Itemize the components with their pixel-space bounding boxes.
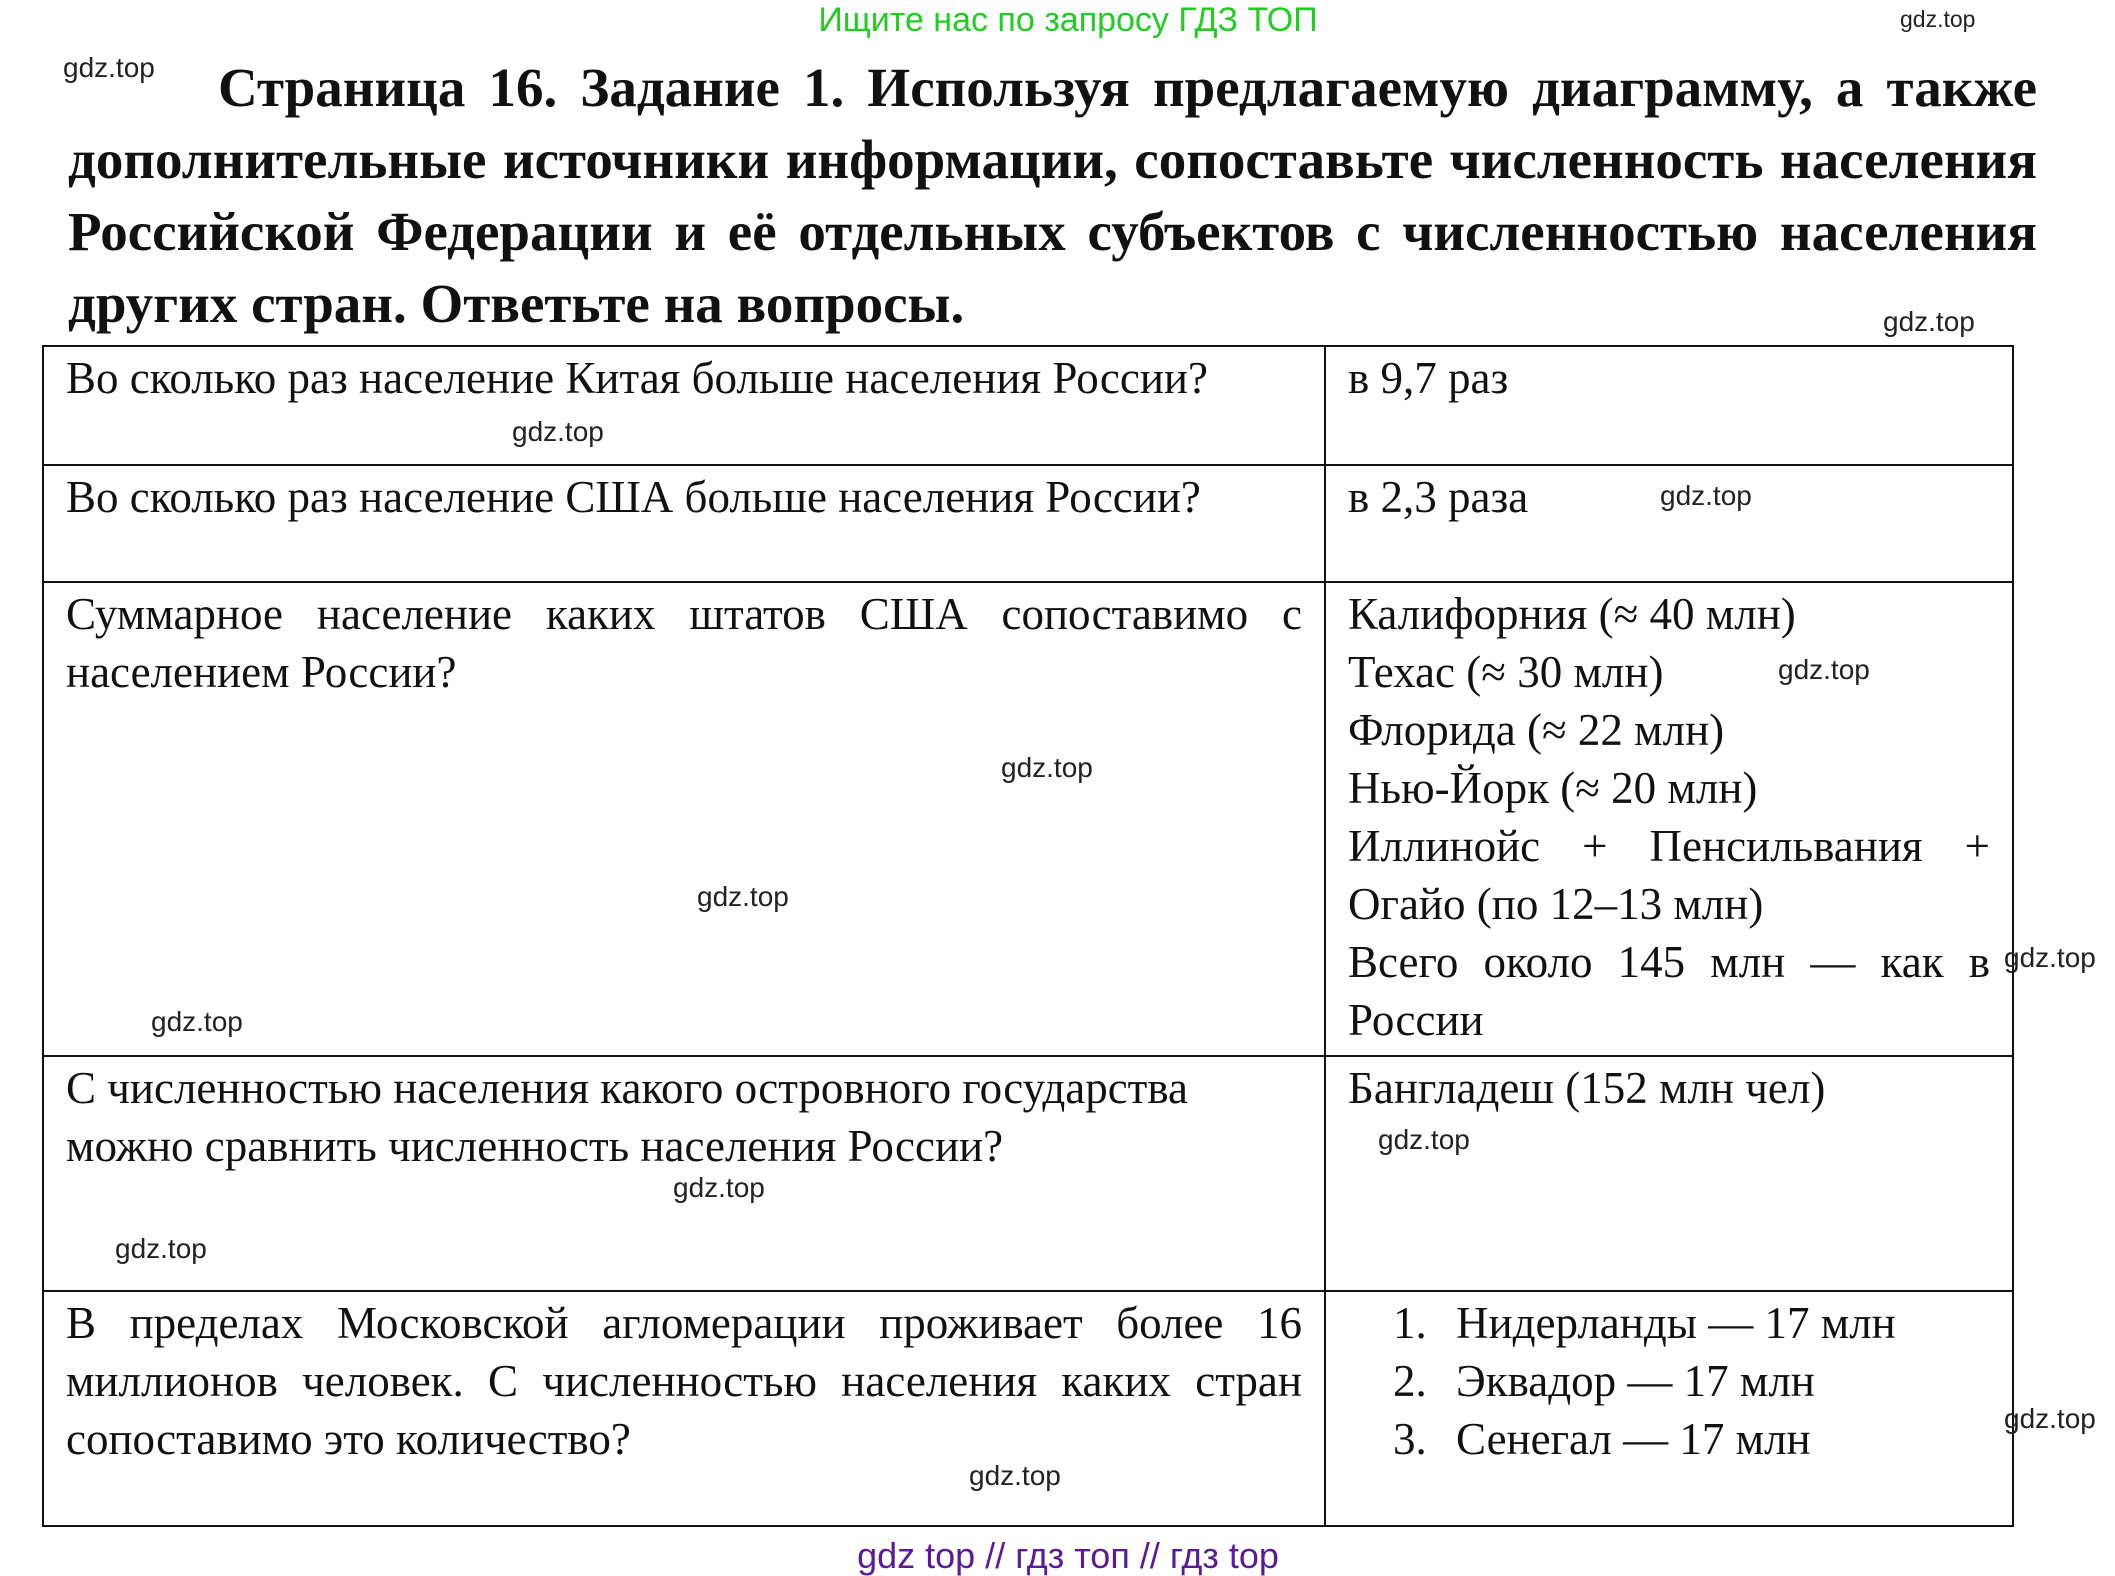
- table-row: [43, 582, 2013, 1056]
- table-row: [43, 346, 2013, 465]
- watermark: gdz.top: [1778, 654, 1870, 685]
- list-item: 1. Нидерланды — 17 млн: [1438, 1294, 1990, 1352]
- answer-line: Нью-Йорк (≈ 20 млн): [1348, 763, 1758, 813]
- answer-line: Иллинойс + Пенсильвания + Огайо (по 12–13 млн): [1348, 821, 1990, 929]
- answer-cell: Бангладеш (152 млн чел): [1325, 1056, 2013, 1291]
- question-cell: Во сколько раз население США больше населения России?: [43, 465, 1325, 582]
- answer-cell: [1325, 582, 2013, 1056]
- watermark: gdz.top: [63, 52, 155, 83]
- question-cell: С численностью населения какого островного государства можно сравнить численность населения России?: [43, 1056, 1325, 1291]
- task-title: [68, 52, 2037, 340]
- watermark: gdz.top: [697, 881, 789, 912]
- answer-line: Флорида (≈ 22 млн): [1348, 705, 1725, 755]
- answer-cell: [1325, 1291, 2013, 1526]
- watermark: gdz.top: [673, 1172, 765, 1203]
- watermark: gdz.top: [1001, 752, 1093, 783]
- watermark: gdz.top: [2004, 1403, 2096, 1434]
- answer-line: Всего около 145 млн — как в России: [1348, 937, 1990, 1045]
- list-item: 3. Сенегал — 17 млн: [1438, 1410, 1990, 1468]
- answer-cell: в 2,3 раза: [1325, 465, 2013, 582]
- question-cell: Суммарное население каких штатов США сопоставимо с населением России?: [43, 582, 1325, 1056]
- question-cell: В пределах Московской агломерации проживает более 16 миллионов человек. С численностью населения каких стран сопоставимо это количество?: [43, 1291, 1325, 1526]
- task-title-text: Страница 16. Задание 1. Используя предлагаемую диаграмму, а также дополнительные источники информации, сопоставьте численность населения Российской Федерации и её отдельных субъектов с численностью населения других стран. Ответьте на вопросы.: [68, 57, 2037, 334]
- watermark: gdz.top: [1378, 1124, 1470, 1155]
- watermark: gdz.top: [969, 1460, 1061, 1491]
- table-row: [43, 1056, 2013, 1291]
- country-list: [1348, 1294, 1990, 1468]
- footer-links: gdz top // гдз топ // гдз top: [857, 1535, 1279, 1576]
- watermark: gdz.top: [1900, 6, 1976, 32]
- answers-table: [42, 345, 2014, 1527]
- watermark: gdz.top: [512, 416, 604, 447]
- answer-cell: в 9,7 раз: [1325, 346, 2013, 465]
- watermark: gdz.top: [151, 1006, 243, 1037]
- watermark: gdz.top: [1660, 480, 1752, 511]
- question-cell: Во сколько раз население Китая больше населения России?: [43, 346, 1325, 465]
- watermark: gdz.top: [115, 1233, 207, 1264]
- answer-line: Калифорния (≈ 40 млн): [1348, 589, 1796, 639]
- list-item: 2. Эквадор — 17 млн: [1438, 1352, 1990, 1410]
- search-banner: Ищите нас по запросу ГДЗ ТОП: [818, 1, 1318, 39]
- watermark: gdz.top: [2004, 942, 2096, 973]
- watermark: gdz.top: [1883, 306, 1975, 337]
- answer-line: Техас (≈ 30 млн): [1348, 647, 1664, 697]
